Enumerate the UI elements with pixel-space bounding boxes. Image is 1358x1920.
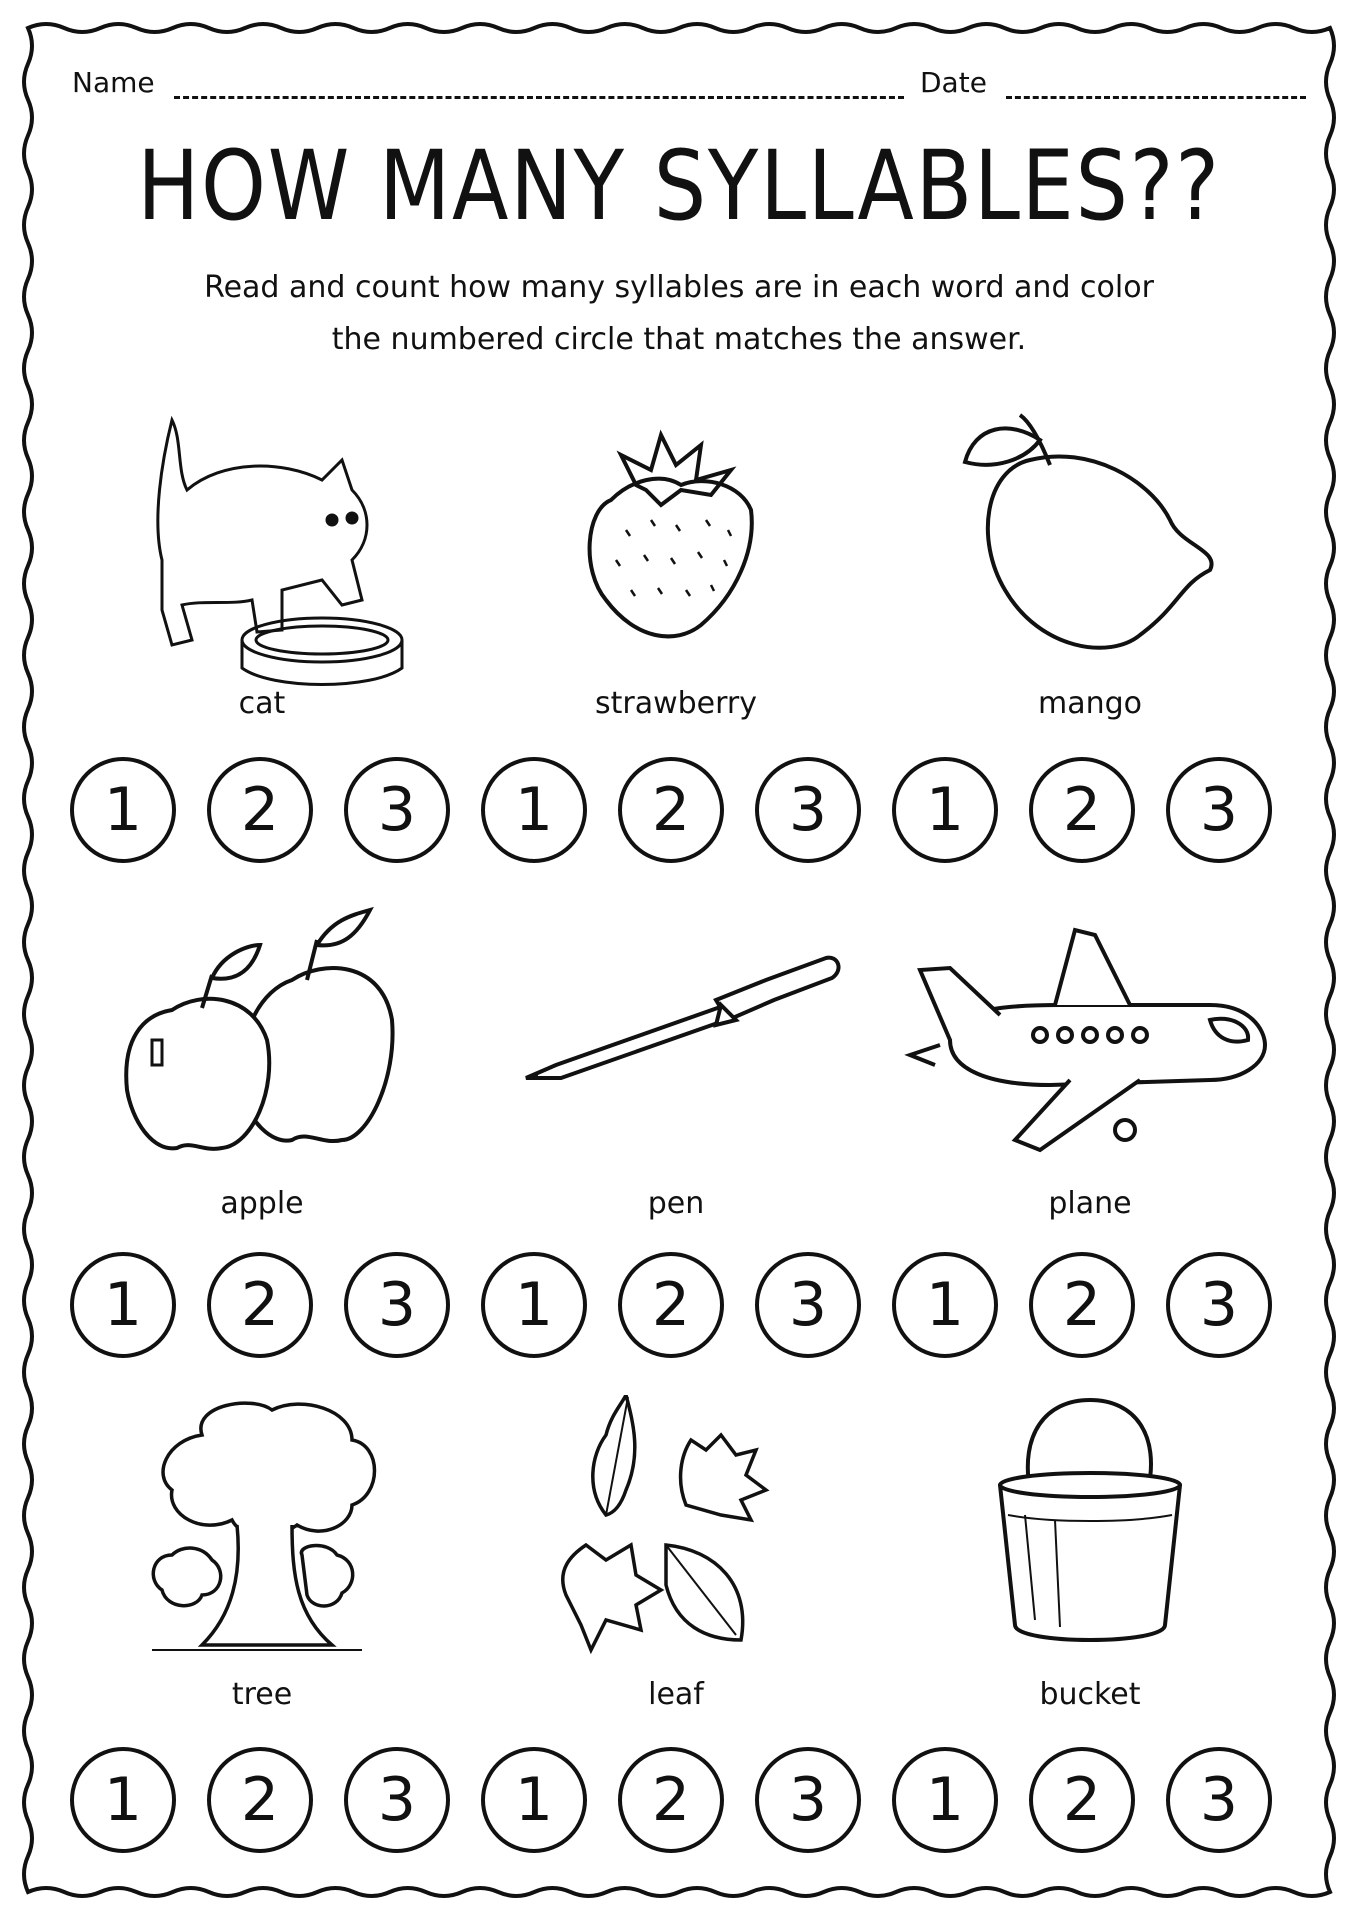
tree-choice-3[interactable]: 3: [344, 1747, 450, 1853]
choice-row-1: [70, 757, 1272, 863]
leaf-icon: [466, 1395, 886, 1695]
mango-choice-2[interactable]: 2: [1029, 757, 1135, 863]
cat-icon: [52, 400, 472, 700]
item-word: tree: [231, 1677, 293, 1712]
page-title: HOW MANY SYLLABLES??: [137, 130, 1221, 242]
strawberry-icon: [466, 400, 886, 700]
item-word: pen: [647, 1186, 705, 1221]
cat-choice-3[interactable]: 3: [344, 757, 450, 863]
apple-choice-2[interactable]: 2: [207, 1252, 313, 1358]
leaf-choice-2[interactable]: 2: [618, 1747, 724, 1853]
pen-choice-3[interactable]: 3: [755, 1252, 861, 1358]
item-word: leaf: [648, 1677, 704, 1712]
instructions-line-1: Read and count how many syllables are in each word and color: [204, 270, 1154, 305]
pen-choice-1[interactable]: 1: [481, 1252, 587, 1358]
item-word: mango: [1037, 686, 1143, 721]
instructions-line-2: the numbered circle that matches the answer.: [331, 322, 1027, 357]
name-field[interactable]: [72, 66, 904, 99]
plane-icon: [880, 900, 1300, 1200]
name-blank-line[interactable]: [174, 88, 904, 99]
choice-row-3: [70, 1747, 1272, 1853]
cat-choice-2[interactable]: 2: [207, 757, 313, 863]
plane-choice-2[interactable]: 2: [1029, 1252, 1135, 1358]
bucket-icon: [880, 1395, 1300, 1695]
item-word: strawberry: [594, 686, 758, 721]
date-field[interactable]: [920, 66, 1306, 99]
item-word: apple: [220, 1186, 304, 1221]
date-blank-line[interactable]: [1006, 88, 1306, 99]
pen-icon: [466, 900, 886, 1200]
apple-choice-3[interactable]: 3: [344, 1252, 450, 1358]
item-word: bucket: [1039, 1677, 1141, 1712]
strawberry-choice-1[interactable]: 1: [481, 757, 587, 863]
strawberry-choice-3[interactable]: 3: [755, 757, 861, 863]
mango-choice-3[interactable]: 3: [1166, 757, 1272, 863]
bucket-choice-1[interactable]: 1: [892, 1747, 998, 1853]
plane-choice-1[interactable]: 1: [892, 1252, 998, 1358]
tree-choice-1[interactable]: 1: [70, 1747, 176, 1853]
leaf-choice-3[interactable]: 3: [755, 1747, 861, 1853]
bucket-choice-2[interactable]: 2: [1029, 1747, 1135, 1853]
apple-choice-1[interactable]: 1: [70, 1252, 176, 1358]
choice-row-2: [70, 1252, 1272, 1358]
item-word: cat: [238, 686, 286, 721]
date-label: Date: [920, 66, 987, 99]
plane-choice-3[interactable]: 3: [1166, 1252, 1272, 1358]
cat-choice-1[interactable]: 1: [70, 757, 176, 863]
name-label: Name: [72, 66, 155, 99]
strawberry-choice-2[interactable]: 2: [618, 757, 724, 863]
apple-icon: [52, 900, 472, 1200]
leaf-choice-1[interactable]: 1: [481, 1747, 587, 1853]
item-word: plane: [1048, 1186, 1132, 1221]
bucket-choice-3[interactable]: 3: [1166, 1747, 1272, 1853]
tree-icon: [52, 1395, 472, 1695]
tree-choice-2[interactable]: 2: [207, 1747, 313, 1853]
mango-choice-1[interactable]: 1: [892, 757, 998, 863]
pen-choice-2[interactable]: 2: [618, 1252, 724, 1358]
mango-icon: [880, 400, 1300, 700]
